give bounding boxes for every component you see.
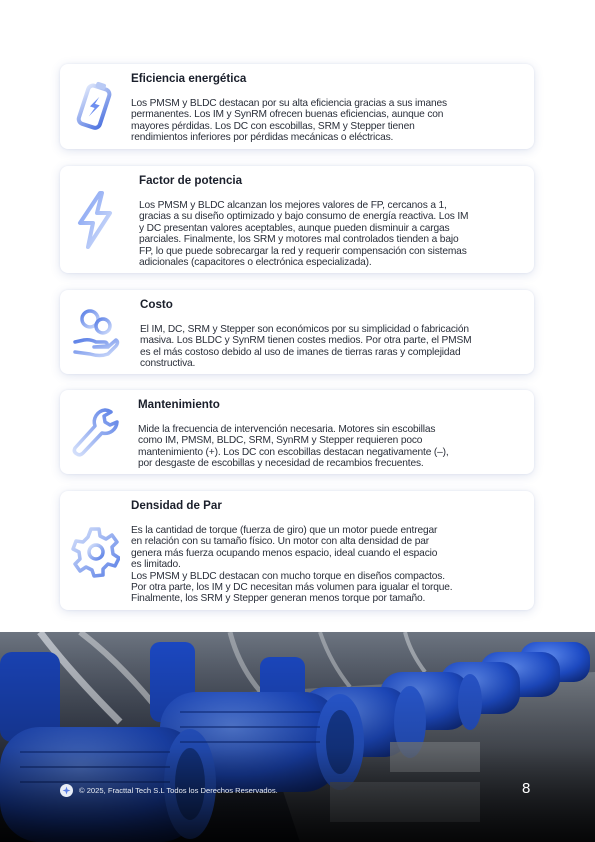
card-title: Factor de potencia — [139, 174, 243, 187]
fracttal-logo-icon — [60, 784, 73, 797]
card-text: Los PMSM y BLDC destacan por su alta eficiencia gracias a sus imanes permanentes. Los IM y SynRM ofrecen buenas eficiencias, aunque con mayores pérdidas. Los DC con escobillas, SRM y Stepper tienen rendimientos inferiores por pérdidas mecánicas o eléctricas. — [131, 98, 447, 144]
footer-copyright: © 2025, Fracttal Tech S.L Todos los Derechos Reservados. — [79, 786, 278, 795]
card-costo — [60, 290, 534, 374]
card-title: Mantenimiento — [138, 398, 220, 411]
card-text: Los PMSM y BLDC alcanzan los mejores valores de FP, cercanos a 1, gracias a su diseño optimizado y bajo consumo de energía reactiva. Los IM y DC presentan valores aceptables, aunque pueden disminuir a cargas parciales. Finalmente, los SRM y motores mal controlados tienden a bajo FP, lo que puede sobrecargar la red y requerir compensación con sistemas adicionales (capacitores o electrónica especializada). — [139, 200, 469, 269]
card-factor-de-potencia — [60, 166, 534, 273]
card-title: Densidad de Par — [131, 499, 222, 512]
card-body — [138, 390, 524, 474]
card-body — [131, 491, 524, 610]
battery-icon — [60, 64, 130, 149]
industrial-motors-photo — [0, 632, 595, 842]
card-densidad-de-par — [60, 491, 534, 610]
lightning-icon — [60, 166, 130, 273]
card-text: Es la cantidad de torque (fuerza de giro) que un motor puede entregar en relación con su tamaño físico. Un motor con alta densidad de par genera más fuerza ocupando menos espacio, ideal cuando el espacio es limitado. Los PMSM y BLDC destacan con mucho torque en diseños compactos. Por otra parte, los IM y DC necesitan más volumen para igualar el torque. Finalmente, los SRM y Stepper generan menos torque por tamaño. — [131, 525, 453, 605]
hand-coins-icon — [60, 290, 130, 374]
card-text: Mide la frecuencia de intervención necesaria. Motores sin escobillas como IM, PMSM, BLDC, SRM, SynRM y Stepper requieren poco mantenimiento (+). Los DC con escobillas destacan negativamente (–), por desgaste de escobillas y necesidad de recambios frecuentes. — [138, 424, 449, 470]
wrench-icon — [60, 390, 130, 474]
card-body — [131, 64, 524, 149]
card-title: Costo — [140, 298, 173, 311]
page-number: 8 — [522, 780, 531, 797]
gear-icon — [60, 491, 130, 610]
card-body — [140, 290, 524, 374]
card-eficiencia-energetica — [60, 64, 534, 149]
card-title: Eficiencia energética — [131, 72, 247, 85]
card-body — [139, 166, 524, 273]
card-mantenimiento — [60, 390, 534, 474]
card-text: El IM, DC, SRM y Stepper son económicos por su simplicidad o fabricación masiva. Los BLDC y SynRM tienen costes medios. Por otra parte, el PMSM es el más costoso debido al uso de imanes de tierras raras y complejidad constructiva. — [140, 324, 472, 370]
